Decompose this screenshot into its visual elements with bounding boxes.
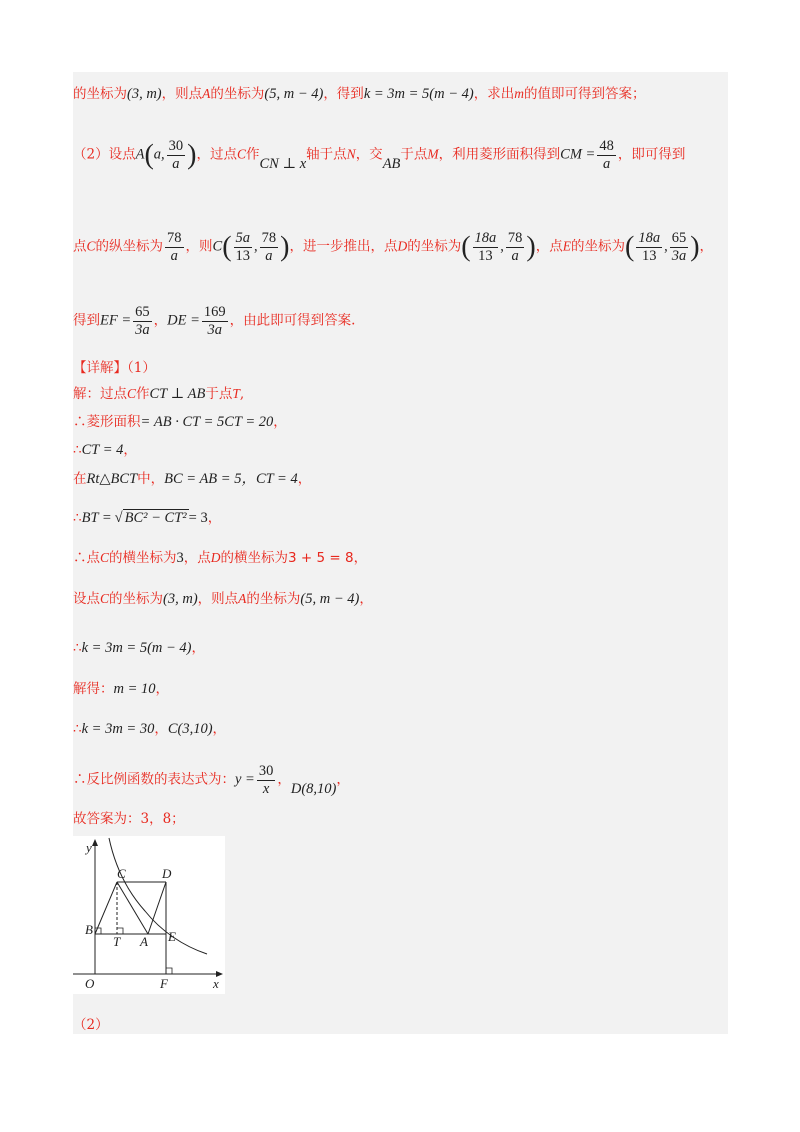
text: ， <box>699 238 714 255</box>
label-t: T <box>113 934 121 949</box>
text: ， <box>153 312 168 329</box>
text: ，点 <box>535 238 563 255</box>
section-heading-detail <box>73 360 156 376</box>
solution-line-8 <box>73 442 137 459</box>
math-equation: CT = 4 <box>81 442 124 458</box>
fraction: $\frac{78}{a}$ <box>507 230 523 264</box>
solution-line-2: （2）设点A(a, $\frac{30}{a}$ )，过点C作CN ⊥ x轴于点N，交AB于点M，利用菱形面积得到CM = $\frac{48}{a}$ ，即可得到 <box>73 138 686 172</box>
var: A <box>202 86 211 101</box>
fraction: $\frac{30}{a}$ <box>168 138 184 172</box>
text: ∴ <box>73 640 82 656</box>
text: 中， <box>137 471 165 487</box>
text: ， <box>207 510 222 526</box>
text: ， <box>154 721 168 737</box>
solution-line-3: 点C的纵坐标为 $\frac{78}{a}$ ，则C( $\frac{5a}{13}$ , $\frac{78}{a}$ )，进一步推出，点D的坐标为( $\frac{18a}{13}$ , $\frac{78}{a}$ )，点E的坐标为( $\frac{18a}{13}$ , $\frac{65}{3a}$ )， <box>73 230 714 264</box>
text: ，进一步推出，点 <box>289 238 398 255</box>
text: ∴ <box>73 510 82 526</box>
math-sum: 3 + 5 = 8 <box>288 550 354 566</box>
text: （2） <box>73 1017 109 1033</box>
text: ，得到 <box>323 86 364 102</box>
text: 于点 <box>205 386 233 402</box>
label-b: B <box>85 922 93 937</box>
fraction: $\frac{65}{3a}$ <box>671 230 687 264</box>
var: D <box>397 238 408 254</box>
text: ， <box>359 591 373 607</box>
text: , <box>239 386 245 402</box>
text: 作 <box>246 146 260 163</box>
var: C <box>236 146 246 162</box>
var: m <box>514 86 524 101</box>
solution-line-13 <box>73 640 205 657</box>
math-eq: EF = <box>100 312 132 329</box>
math-coord: (3, m) <box>163 591 198 607</box>
solution-line-16 <box>73 763 350 797</box>
math-eq: DE = <box>167 312 200 329</box>
math-perp: CT ⊥ AB <box>149 386 206 402</box>
y-axis-arrow <box>92 839 98 846</box>
fraction: $\frac{169}{3a}$ <box>203 304 226 338</box>
math-triangle: Rt△BCT <box>86 471 138 487</box>
solution-line-6 <box>73 386 244 403</box>
math-equation: BC = AB = 5，CT = 4 <box>164 471 298 487</box>
text: 在 <box>73 471 87 487</box>
solution-line-10: ∴BT = √ BC² − CT² = 3， <box>73 510 222 526</box>
text: ，则点 <box>197 591 239 607</box>
text: ，过点 <box>196 146 237 163</box>
hyperbola-curve <box>109 838 207 954</box>
text: （2）设点 <box>73 146 136 163</box>
math-coord: (3, m) <box>127 86 162 102</box>
text: ∴点 <box>73 550 100 566</box>
text: ， <box>212 721 227 737</box>
text: 的横坐标为 <box>220 550 289 566</box>
segment-ca <box>117 882 148 934</box>
text: 的坐标为 <box>210 86 265 102</box>
math-eq: CM = <box>560 146 596 163</box>
text: ∴菱形面积 <box>73 414 141 430</box>
var: C <box>100 591 110 606</box>
text: 的坐标为 <box>407 238 462 255</box>
var: C <box>127 386 137 401</box>
text: ， <box>297 471 312 487</box>
text: ，由此即可得到答案. <box>229 312 356 329</box>
var: C <box>86 238 96 254</box>
solution-line-14 <box>73 681 169 698</box>
text: ，求出 <box>473 86 515 102</box>
math-eq: y = <box>235 771 255 788</box>
text: 解得： <box>73 681 114 697</box>
text: 的坐标为 <box>73 86 127 102</box>
fraction: $\frac{18a}{13}$ <box>638 230 661 264</box>
solution-line-9 <box>73 471 311 488</box>
fraction: $\frac{30}{x}$ <box>258 763 274 797</box>
var: T <box>232 386 240 401</box>
text: 轴于点 <box>306 146 347 163</box>
number: 3 <box>176 550 184 566</box>
math-eq: BT = <box>81 510 112 526</box>
text: ，点 <box>183 550 211 566</box>
text: ，则 <box>185 238 213 255</box>
text: ∴反比例函数的表达式为： <box>73 771 235 788</box>
math-coord: (5, m − 4) <box>264 86 324 102</box>
answer-line <box>73 811 185 827</box>
math-segment: AB <box>382 155 401 172</box>
text: ， <box>191 640 205 656</box>
text: 【详解】（1） <box>73 360 156 376</box>
label-e: E <box>168 929 176 944</box>
math-var: C <box>212 238 223 255</box>
fraction: $\frac{5a}{13}$ <box>235 230 251 264</box>
var: N <box>346 146 356 162</box>
text: ， <box>277 771 291 788</box>
solution-line-7 <box>73 414 287 431</box>
math-equation: k = 3m = 5(m − 4) <box>363 86 474 102</box>
text: ∴ <box>73 721 82 737</box>
math-arg: a, <box>153 146 165 163</box>
text: ， <box>123 442 137 458</box>
solution-line-11 <box>73 550 367 567</box>
math-perp: CN ⊥ x <box>259 155 307 172</box>
text: 故答案为：3，8； <box>73 811 185 827</box>
segment-ad <box>148 882 166 934</box>
label-c: C <box>117 866 126 881</box>
text: ，利用菱形面积得到 <box>438 146 561 163</box>
var: D <box>210 550 221 565</box>
math-equation: k = 3m = 5(m − 4) <box>81 640 192 656</box>
text: 的坐标为 <box>571 238 625 255</box>
text: 的横坐标为 <box>109 550 177 566</box>
segment-bc <box>95 882 117 934</box>
right-angle-f <box>166 968 172 974</box>
text: ， <box>273 414 287 430</box>
fraction: $\frac{18a}{13}$ <box>474 230 497 264</box>
text: ， <box>155 681 170 697</box>
text: 于点 <box>400 146 428 163</box>
label-o: O <box>85 976 95 991</box>
label-a: A <box>140 934 148 949</box>
text: 的纵坐标为 <box>95 238 164 255</box>
text: 设点 <box>73 591 100 607</box>
label-f: F <box>160 976 168 991</box>
fraction: $\frac{65}{3a}$ <box>135 304 150 338</box>
text: ， <box>353 550 368 566</box>
text: ， <box>336 771 350 788</box>
solution-line-12 <box>73 591 373 608</box>
solution-line-1 <box>73 86 645 103</box>
text: 的坐标为 <box>109 591 164 607</box>
math-equation: k = 3m = 30 <box>81 721 155 737</box>
label-y: y <box>86 840 92 855</box>
var: A <box>238 591 247 606</box>
text: 点 <box>73 238 87 255</box>
label-d: D <box>162 866 172 881</box>
fraction: $\frac{48}{a}$ <box>599 138 614 172</box>
text: 的坐标为 <box>246 591 301 607</box>
label-x: x <box>213 976 219 991</box>
math-sqrt: BC² − CT² <box>124 510 187 526</box>
math-equation: m = 10 <box>113 681 156 697</box>
fraction: $\frac{78}{a}$ <box>261 230 277 264</box>
math-coord: C(3,10) <box>167 721 213 737</box>
text: 作 <box>136 386 150 402</box>
text: 的值即可得到答案； <box>523 86 646 102</box>
text: ，交 <box>355 146 383 163</box>
text: ，即可得到 <box>617 146 686 163</box>
var: C <box>100 550 110 565</box>
math-result: = 3 <box>188 510 208 526</box>
math-equation: = AB · CT = 5CT = 20 <box>140 414 274 430</box>
solution-line-4 <box>73 304 355 338</box>
var: M <box>427 146 439 162</box>
text: ，则点 <box>161 86 203 102</box>
part-2-heading <box>73 1017 109 1033</box>
text: 得到 <box>73 312 100 329</box>
text: 解：过点 <box>73 386 127 402</box>
geometry-figure <box>73 836 225 994</box>
text: ∴ <box>73 442 82 458</box>
var: E <box>562 238 571 254</box>
math-coord: (5, m − 4) <box>300 591 360 607</box>
math-coord: D(8,10) <box>290 780 337 797</box>
solution-line-15 <box>73 721 226 738</box>
math-var: A <box>135 146 145 163</box>
fraction: $\frac{78}{a}$ <box>167 230 182 264</box>
